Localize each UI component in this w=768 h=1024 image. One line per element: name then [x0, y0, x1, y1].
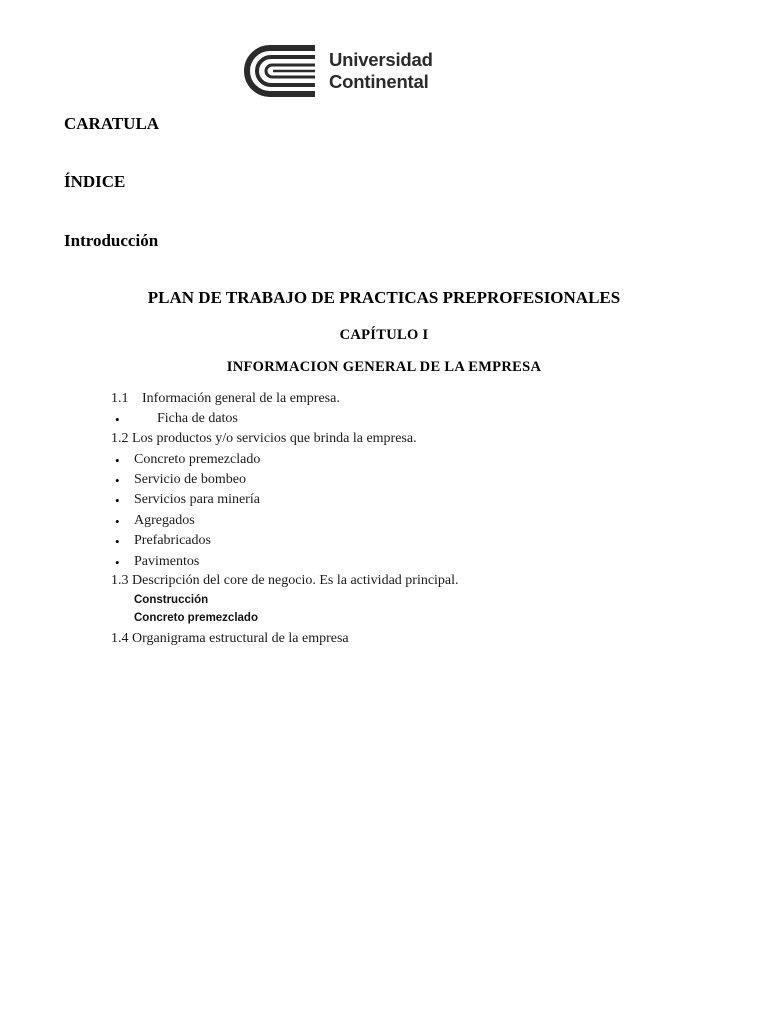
bullet-icon: • — [115, 412, 120, 427]
list-item: Prefabricados — [134, 533, 211, 548]
heading-indice: ÍNDICE — [64, 172, 126, 191]
list-item: Ficha de datos — [157, 411, 238, 426]
chapter-label: CAPÍTULO I — [339, 327, 429, 343]
list-item: Concreto premezclado — [134, 612, 258, 624]
section-1-2-title: 1.2 Los productos y/o servicios que brinda la empresa. — [111, 431, 417, 446]
list-item: Concreto premezclado — [134, 452, 261, 467]
heading-introduccion: Introducción — [64, 231, 159, 250]
bullet-icon: • — [115, 453, 120, 468]
logo-line-1: Universidad — [329, 49, 433, 70]
list-item: Construcción — [134, 594, 209, 606]
bullet-icon: • — [115, 534, 120, 549]
bullet-icon: • — [115, 493, 120, 508]
section-1-1-title: Información general de la empresa. — [142, 391, 340, 406]
heading-caratula: CARATULA — [64, 114, 160, 133]
chapter-subtitle: INFORMACION GENERAL DE LA EMPRESA — [226, 359, 542, 375]
document-title: PLAN DE TRABAJO DE PRACTICAS PREPROFESIONALES — [147, 288, 621, 307]
logo-text — [329, 49, 433, 93]
section-1-1-number: 1.1 — [111, 391, 129, 406]
list-item: Pavimentos — [134, 554, 200, 569]
bullet-icon: • — [115, 514, 120, 529]
bullet-icon: • — [115, 473, 120, 488]
section-1-3-title: 1.3 Descripción del core de negocio. Es la actividad principal. — [111, 573, 459, 588]
university-logo — [243, 44, 433, 98]
list-item: Servicio de bombeo — [134, 472, 246, 487]
bullet-icon: • — [115, 555, 120, 570]
logo-line-2: Continental — [329, 71, 429, 92]
section-1-4-title: 1.4 Organigrama estructural de la empresa — [111, 631, 349, 646]
continental-logo-icon — [243, 44, 317, 98]
list-item: Servicios para minería — [134, 492, 260, 507]
list-item: Agregados — [134, 513, 195, 528]
